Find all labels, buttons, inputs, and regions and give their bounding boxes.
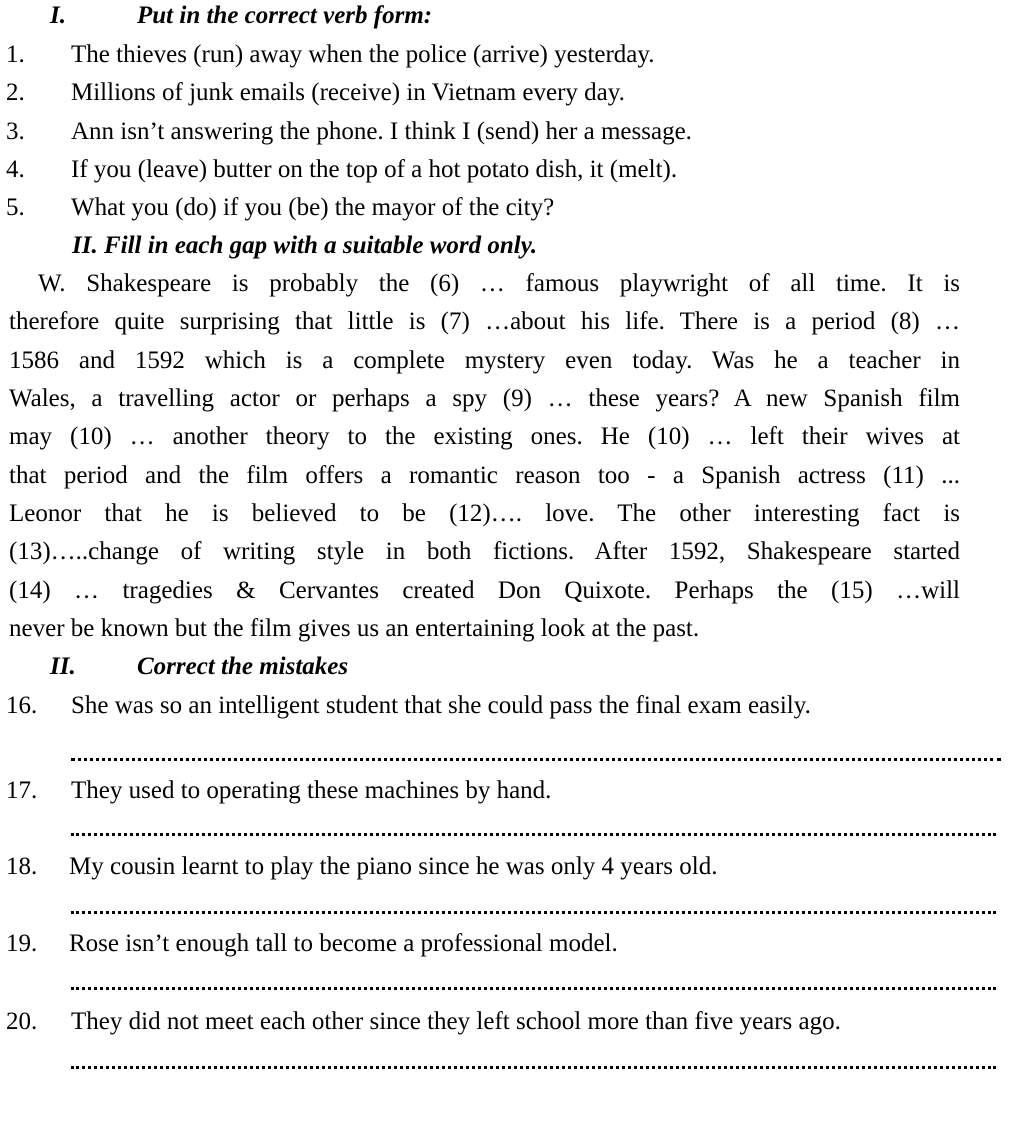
section-3-numeral: II. xyxy=(50,653,76,680)
paragraph-line: therefore quite surprising that little is (7) …about his life. There is a period (8) … xyxy=(9,308,960,335)
item-number: 20. xyxy=(6,1008,38,1035)
answer-line[interactable] xyxy=(71,829,996,836)
item-text: My cousin learnt to play the piano since he was only 4 years old. xyxy=(69,853,718,880)
list-item xyxy=(0,1007,1024,1037)
answer-line[interactable] xyxy=(71,983,996,990)
item-number: 2. xyxy=(6,79,25,106)
item-text: The thieves (run) away when the police (arrive) yesterday. xyxy=(71,41,655,68)
list-item xyxy=(0,78,1024,108)
paragraph-line: that period and the film offers a romantic reason too - a Spanish actress (11) ... xyxy=(9,462,960,489)
item-text: What you (do) if you (be) the mayor of the city? xyxy=(71,194,555,221)
paragraph-line: Leonor that he is believed to be (12)…. love. The other interesting fact is xyxy=(9,500,960,527)
paragraph-line: Wales, a travelling actor or perhaps a spy (9) … these years? A new Spanish film xyxy=(9,385,960,412)
item-number: 17. xyxy=(6,777,38,804)
item-number: 16. xyxy=(6,692,38,719)
item-text: Millions of junk emails (receive) in Vietnam every day. xyxy=(71,79,625,106)
answer-line[interactable] xyxy=(71,1062,996,1069)
answer-line[interactable] xyxy=(71,907,996,914)
list-item xyxy=(0,193,1024,223)
answer-line[interactable] xyxy=(71,754,1001,761)
paragraph-line: (14) … tragedies & Cervantes created Don Quixote. Perhaps the (15) …will xyxy=(9,577,960,604)
paragraph-line: W. Shakespeare is probably the (6) … famous playwright of all time. It is xyxy=(38,270,960,297)
paragraph-line: may (10) … another theory to the existing ones. He (10) … left their wives at xyxy=(9,423,960,450)
item-text: They did not meet each other since they left school more than five years ago. xyxy=(71,1008,841,1035)
item-text: Ann isn’t answering the phone. I think I (send) her a message. xyxy=(71,118,692,145)
list-item xyxy=(0,852,1024,882)
section-2-heading: II. Fill in each gap with a suitable word only. xyxy=(72,232,538,259)
item-number: 3. xyxy=(6,118,25,145)
item-number: 4. xyxy=(6,156,25,183)
item-number: 5. xyxy=(6,194,25,221)
item-number: 1. xyxy=(6,41,25,68)
section-1-numeral: I. xyxy=(50,2,66,29)
section-1-title: Put in the correct verb form: xyxy=(137,2,433,29)
item-text: If you (leave) butter on the top of a hot potato dish, it (melt). xyxy=(71,156,678,183)
item-text: They used to operating these machines by hand. xyxy=(71,777,552,804)
section-1-heading xyxy=(0,1,1024,31)
list-item xyxy=(0,929,1024,959)
section-3-title: Correct the mistakes xyxy=(137,653,349,680)
list-item xyxy=(0,40,1024,70)
paragraph-line: 1586 and 1592 which is a complete mystery even today. Was he a teacher in xyxy=(9,347,960,374)
list-item xyxy=(0,776,1024,806)
item-number: 18. xyxy=(6,853,38,880)
list-item xyxy=(0,155,1024,185)
list-item xyxy=(0,691,1024,721)
paragraph-line: (13)…..change of writing style in both fictions. After 1592, Shakespeare started xyxy=(9,538,960,565)
list-item xyxy=(0,117,1024,147)
item-text: She was so an intelligent student that she could pass the final exam easily. xyxy=(71,692,811,719)
section-3-heading xyxy=(0,652,1024,682)
item-number: 19. xyxy=(6,930,38,957)
paragraph-line: never be known but the film gives us an entertaining look at the past. xyxy=(9,615,700,642)
item-text: Rose isn’t enough tall to become a professional model. xyxy=(69,930,618,957)
